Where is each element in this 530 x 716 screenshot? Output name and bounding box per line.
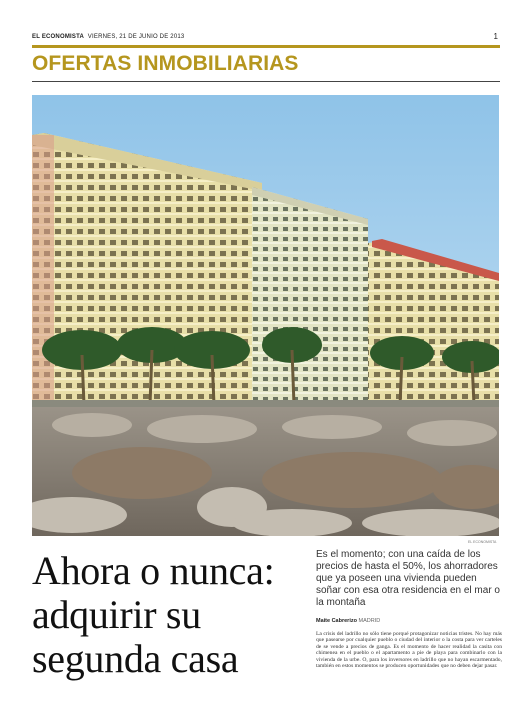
byline bbox=[316, 618, 380, 624]
lead-photo bbox=[32, 95, 499, 536]
dateline-city: MADRID bbox=[358, 618, 381, 624]
section-divider bbox=[32, 81, 500, 82]
page-number: 1 bbox=[493, 32, 498, 41]
section-title: OFERTAS INMOBILIARIAS bbox=[32, 52, 299, 75]
headline-line: adquirir su bbox=[32, 592, 201, 637]
headline bbox=[32, 549, 302, 681]
headline-line: Ahora o nunca: bbox=[32, 548, 275, 593]
headline-line: segunda casa bbox=[32, 636, 239, 681]
photo-credit: EL ECONOMISTA bbox=[468, 540, 497, 544]
masthead bbox=[32, 34, 184, 40]
article-body: La crisis del ladrillo no sólo tiene porqué protagonizar noticias tristes. No hay más que pasearse por cualquier pueblo o ciudad del interior o la costa para ver carteles de se vende a precios de ganga. Es el momento de hacer realidad la casita con chimenea en el pueblo o el apartamento a pie de playa para combinarlo con la vivienda de la urbe. O, para los inversores en ladrillo que no hayan escarmentado, también en estos momentos se producen oportunidades que no deben dejar pasar. bbox=[316, 631, 502, 670]
publication-name: EL ECONOMISTA bbox=[32, 34, 85, 40]
gold-divider bbox=[32, 45, 500, 48]
issue-date: VIERNES, 21 DE JUNIO DE 2013 bbox=[87, 34, 185, 40]
deck-summary: Es el momento; con una caída de los precios de hasta el 50%, los ahorradores que ya poseen una vivienda pueden soñar con esa otra residencia en el mar o la montaña bbox=[316, 549, 500, 608]
author-name: Maite Cabrerizo bbox=[316, 618, 357, 624]
